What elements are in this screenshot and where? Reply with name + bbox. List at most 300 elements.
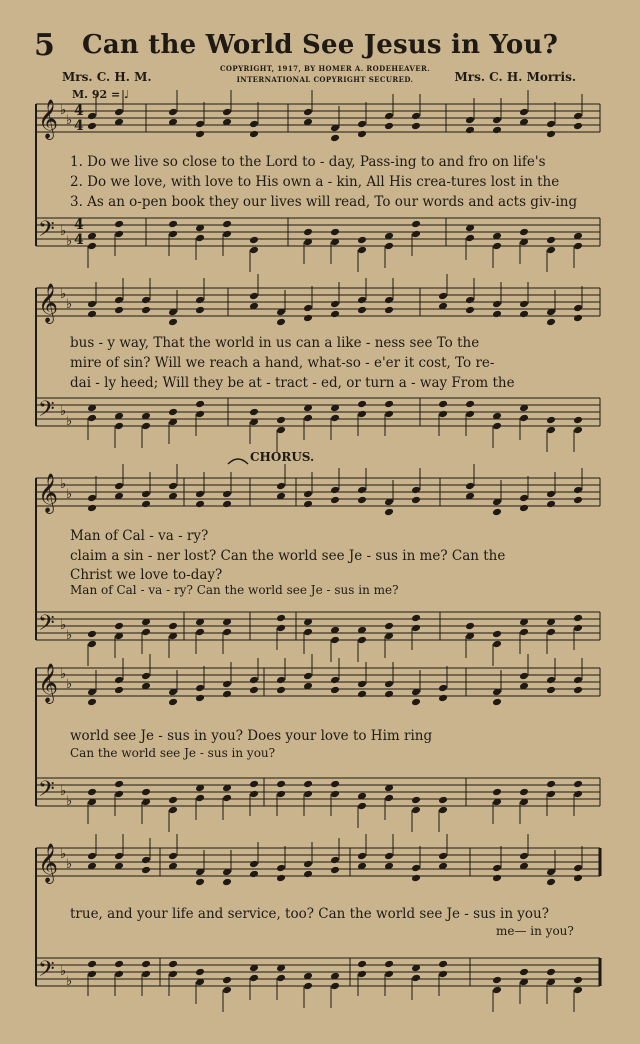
note-head [249,860,259,869]
flat-sign-icon: ♭ [60,618,67,633]
note-head [87,788,97,797]
note-head [141,788,151,797]
note-head [357,410,367,419]
tempo-marking: M. 92 = ♩ [72,88,130,101]
lyric-chorus-bass-line-4: Can the world see Je - sus in you? [70,746,276,760]
note-head [546,490,556,499]
note-head [222,628,232,637]
time-signature-top: 4 [74,103,84,119]
note-head [87,494,97,503]
note-head [546,120,556,129]
note-head [330,686,340,695]
note-head [195,878,205,887]
note-head [87,242,97,251]
note-head [438,694,448,703]
flat-sign-icon: ♭ [60,964,67,979]
note-head [465,126,475,135]
note-head [438,806,448,815]
note-head [330,300,340,309]
note-head [492,310,502,319]
note-head [438,410,448,419]
note-head [195,410,205,419]
note-head [546,130,556,139]
note-head [546,246,556,255]
note-head [249,974,259,983]
note-head [492,698,502,707]
note-head [168,230,178,239]
note-head [276,874,286,883]
note-head [114,676,124,685]
note-head [519,672,529,681]
lyric-verse-2-line-2: mire of sin? Will we reach a hand, what-so - e'er it cost, To re- [70,355,495,371]
note-head [330,310,340,319]
note-head [249,790,259,799]
note-head [546,676,556,685]
note-head [519,968,529,977]
note-head [546,500,556,509]
note-head [519,494,529,503]
note-head [519,228,529,237]
note-head [573,976,583,985]
note-head [195,500,205,509]
note-head [195,234,205,243]
note-head [222,986,232,995]
note-head [303,490,313,499]
note-head [438,400,448,409]
note-head [357,636,367,645]
note-head [195,130,205,139]
note-head [195,794,205,803]
hymn-title: Can the World See Jesus in You? [81,30,559,60]
note-head [276,974,286,983]
treble-clef-icon: 𝄞 [38,473,59,513]
lyric-verse-3-line-1: 3. As an o-pen book they our lives will read, To our words and acts giv-ing [70,194,578,210]
fermata-icon [228,459,248,464]
note-head [384,970,394,979]
note-head [303,108,313,117]
note-head [168,960,178,969]
note-head [222,976,232,985]
flat-sign-icon: ♭ [60,847,67,862]
flat-sign-icon: ♭ [60,477,67,492]
note-head [465,234,475,243]
note-head [411,806,421,815]
note-head [357,680,367,689]
note-head [519,108,529,117]
note-head [330,134,340,143]
note-head [573,874,583,883]
note-head [411,974,421,983]
note-head [357,970,367,979]
note-head [303,672,313,681]
note-head [357,120,367,129]
flat-sign-icon: ♭ [66,677,73,692]
flat-sign-icon: ♭ [66,857,73,872]
note-head [438,684,448,693]
note-head [465,410,475,419]
note-head [411,698,421,707]
note-head [168,852,178,861]
note-head [114,960,124,969]
note-head [492,864,502,873]
note-head [141,422,151,431]
note-head [546,426,556,435]
note-head [384,112,394,121]
note-head [114,686,124,695]
time-signature-bottom: 4 [74,118,84,134]
note-head [222,680,232,689]
note-head [519,310,529,319]
note-head [357,852,367,861]
note-head [114,622,124,631]
note-head [303,500,313,509]
note-head [546,780,556,789]
note-head [573,676,583,685]
note-head [384,690,394,699]
note-head [330,496,340,505]
note-head [303,414,313,423]
note-head [114,306,124,315]
note-head [465,296,475,305]
note-head [438,970,448,979]
note-head [276,780,286,789]
note-head [330,790,340,799]
note-head [492,874,502,883]
time-signature-bottom: 4 [74,232,84,248]
note-head [168,318,178,327]
note-head [357,130,367,139]
page-number: 5 [34,28,55,63]
note-head [438,960,448,969]
flat-sign-icon: ♭ [60,667,67,682]
note-head [492,422,502,431]
note-head [222,878,232,887]
note-head [438,852,448,861]
bass-clef-icon: 𝄢 [38,777,55,807]
flat-sign-icon: ♭ [66,113,73,128]
lyric-verse-2-line-1: 2. Do we love, with love to His own a - kin, All His crea-tures lost in the [70,174,560,190]
note-head [114,780,124,789]
note-head [303,628,313,637]
note-head [546,416,556,425]
note-head [357,690,367,699]
note-head [114,422,124,431]
note-head [249,408,259,417]
note-head [222,500,232,509]
note-head [411,220,421,229]
flat-sign-icon: ♭ [66,974,73,989]
note-head [438,292,448,301]
note-head [276,614,286,623]
note-head [168,796,178,805]
flat-sign-icon: ♭ [66,297,73,312]
note-head [384,852,394,861]
note-head [276,790,286,799]
note-head [384,410,394,419]
note-head [195,684,205,693]
note-head [384,122,394,131]
flat-sign-icon: ♭ [66,628,73,643]
note-head [249,870,259,879]
note-head [519,414,529,423]
note-head [249,780,259,789]
note-head [276,624,286,633]
note-head [249,120,259,129]
note-head [168,408,178,417]
note-head [330,780,340,789]
note-head [87,310,97,319]
copyright-line-1: COPYRIGHT, 1917, BY HOMER A. RODEHEAVER. [219,64,431,73]
treble-clef-icon: 𝄞 [38,99,59,139]
note-head [384,508,394,517]
note-head [573,122,583,131]
note-head [276,676,286,685]
note-head [141,628,151,637]
flat-sign-icon: ♭ [66,234,73,249]
note-head [114,970,124,979]
note-head [168,482,178,491]
note-head [195,968,205,977]
note-head [87,852,97,861]
note-head [330,636,340,645]
note-head [330,982,340,991]
note-head [303,228,313,237]
note-head [357,960,367,969]
note-head [411,486,421,495]
note-head [195,120,205,129]
flat-sign-icon: ♭ [60,224,67,239]
lyric-chorus-bass-line-3: Man of Cal - va - ry? Can the world see Je - sus in me? [70,583,399,597]
note-head [357,496,367,505]
note-head [330,866,340,875]
note-head [573,496,583,505]
note-head [519,852,529,861]
flat-sign-icon: ♭ [60,287,67,302]
bass-clef-icon: 𝄢 [38,611,55,641]
note-head [168,108,178,117]
note-head [492,300,502,309]
note-head [546,686,556,695]
time-signature-top: 4 [74,217,84,233]
note-head [573,986,583,995]
note-head [357,400,367,409]
note-head [249,676,259,685]
note-head [411,122,421,131]
note-head [384,794,394,803]
note-head [573,416,583,425]
flat-sign-icon: ♭ [60,784,67,799]
note-head [141,960,151,969]
note-head [492,116,502,125]
note-head [249,292,259,301]
note-head [411,230,421,239]
note-head [114,790,124,799]
note-head [114,220,124,229]
note-head [411,864,421,873]
note-head [303,314,313,323]
note-head [114,296,124,305]
note-head [222,490,232,499]
note-head [573,686,583,695]
note-head [573,864,583,873]
note-head [249,686,259,695]
lyric-chorus-line-4: world see Je - sus in you? Does your love to Him ring [70,728,433,744]
note-head [384,306,394,315]
note-head [492,976,502,985]
note-head [357,306,367,315]
note-head [87,630,97,639]
treble-clef-icon: 𝄞 [38,663,59,703]
lyric-verse-3-line-2: dai - ly heed; Will they be at - tract - ed, or turn a - way From the [70,375,515,391]
note-head [168,806,178,815]
lyric-verse-2-line-3: claim a sin - ner lost? Can the world see Je - sus in me? Can the [70,548,506,564]
flat-sign-icon: ♭ [66,414,73,429]
music-credit: Mrs. C. H. Morris. [454,70,576,84]
note-head [276,416,286,425]
note-head [546,318,556,327]
note-head [249,130,259,139]
note-head [195,296,205,305]
note-head [357,236,367,245]
note-head [573,314,583,323]
lyric-verse-1-line-3: Man of Cal - va - ry? [70,528,209,544]
note-head [573,780,583,789]
note-head [222,108,232,117]
note-head [195,400,205,409]
bass-clef-icon: 𝄢 [38,217,55,247]
note-head [87,414,97,423]
note-head [141,490,151,499]
note-head [384,960,394,969]
note-head [141,296,151,305]
note-head [87,970,97,979]
note-head [330,486,340,495]
note-head [303,780,313,789]
note-head [519,628,529,637]
note-head [492,242,502,251]
note-head [492,126,502,135]
note-head [573,790,583,799]
note-head [168,698,178,707]
note-head [546,236,556,245]
note-head [465,400,475,409]
note-head [330,414,340,423]
note-head [573,242,583,251]
treble-clef-icon: 𝄞 [38,283,59,323]
note-head [573,486,583,495]
note-head [114,852,124,861]
note-head [465,622,475,631]
note-head [492,508,502,517]
note-head [573,426,583,435]
note-head [330,676,340,685]
lyric-chorus-line-5: true, and your life and service, too? Can the world see Je - sus in you? [70,906,549,922]
note-head [141,306,151,315]
flat-sign-icon: ♭ [60,103,67,118]
note-head [87,698,97,707]
note-head [357,802,367,811]
chorus-label: CHORUS. [250,450,315,464]
note-head [303,304,313,313]
note-head [87,112,97,121]
note-head [492,788,502,797]
note-head [519,300,529,309]
note-head [303,870,313,879]
note-head [492,630,502,639]
flat-sign-icon: ♭ [66,487,73,502]
note-head [303,860,313,869]
note-head [492,640,502,649]
note-head [384,622,394,631]
note-head [384,400,394,409]
note-head [573,112,583,121]
note-head [114,108,124,117]
note-head [222,794,232,803]
note-head [168,970,178,979]
note-head [249,246,259,255]
words-credit: Mrs. C. H. M. [62,70,152,84]
note-head [87,300,97,309]
lyric-verse-1-line-1: 1. Do we live so close to the Lord to - day, Pass-ing to and fro on life's [70,154,546,170]
flat-sign-icon: ♭ [66,794,73,809]
note-head [222,220,232,229]
note-head [195,490,205,499]
note-head [573,624,583,633]
note-head [438,796,448,805]
note-head [465,116,475,125]
note-head [195,694,205,703]
note-head [465,306,475,315]
note-head [114,482,124,491]
note-head [87,640,97,649]
note-head [411,874,421,883]
note-head [573,614,583,623]
note-head [87,960,97,969]
note-head [114,230,124,239]
note-head [276,482,286,491]
note-head [384,242,394,251]
note-head [492,986,502,995]
note-head [141,970,151,979]
lyric-verse-1-line-2: bus - y way, That the world in us can a like - ness see To the [70,335,480,351]
note-head [222,230,232,239]
treble-clef-icon: 𝄞 [38,843,59,883]
note-head [357,486,367,495]
note-head [249,236,259,245]
note-head [465,482,475,491]
note-head [519,504,529,513]
bass-clef-icon: 𝄢 [38,397,55,427]
note-head [303,790,313,799]
note-head [411,624,421,633]
note-head [546,790,556,799]
lyric-chorus-bass-line-5: me— in you? [496,924,574,938]
note-head [573,304,583,313]
note-head [357,246,367,255]
note-head [141,856,151,865]
lyric-verse-3-line-3: Christ we love to-day? [70,567,223,583]
note-head [141,866,151,875]
note-head [141,500,151,509]
note-head [276,318,286,327]
note-head [546,628,556,637]
note-head [141,672,151,681]
note-head [222,690,232,699]
note-head [411,796,421,805]
note-head [87,504,97,513]
copyright-line-2: INTERNATIONAL COPYRIGHT SECURED. [236,75,414,84]
note-head [546,878,556,887]
